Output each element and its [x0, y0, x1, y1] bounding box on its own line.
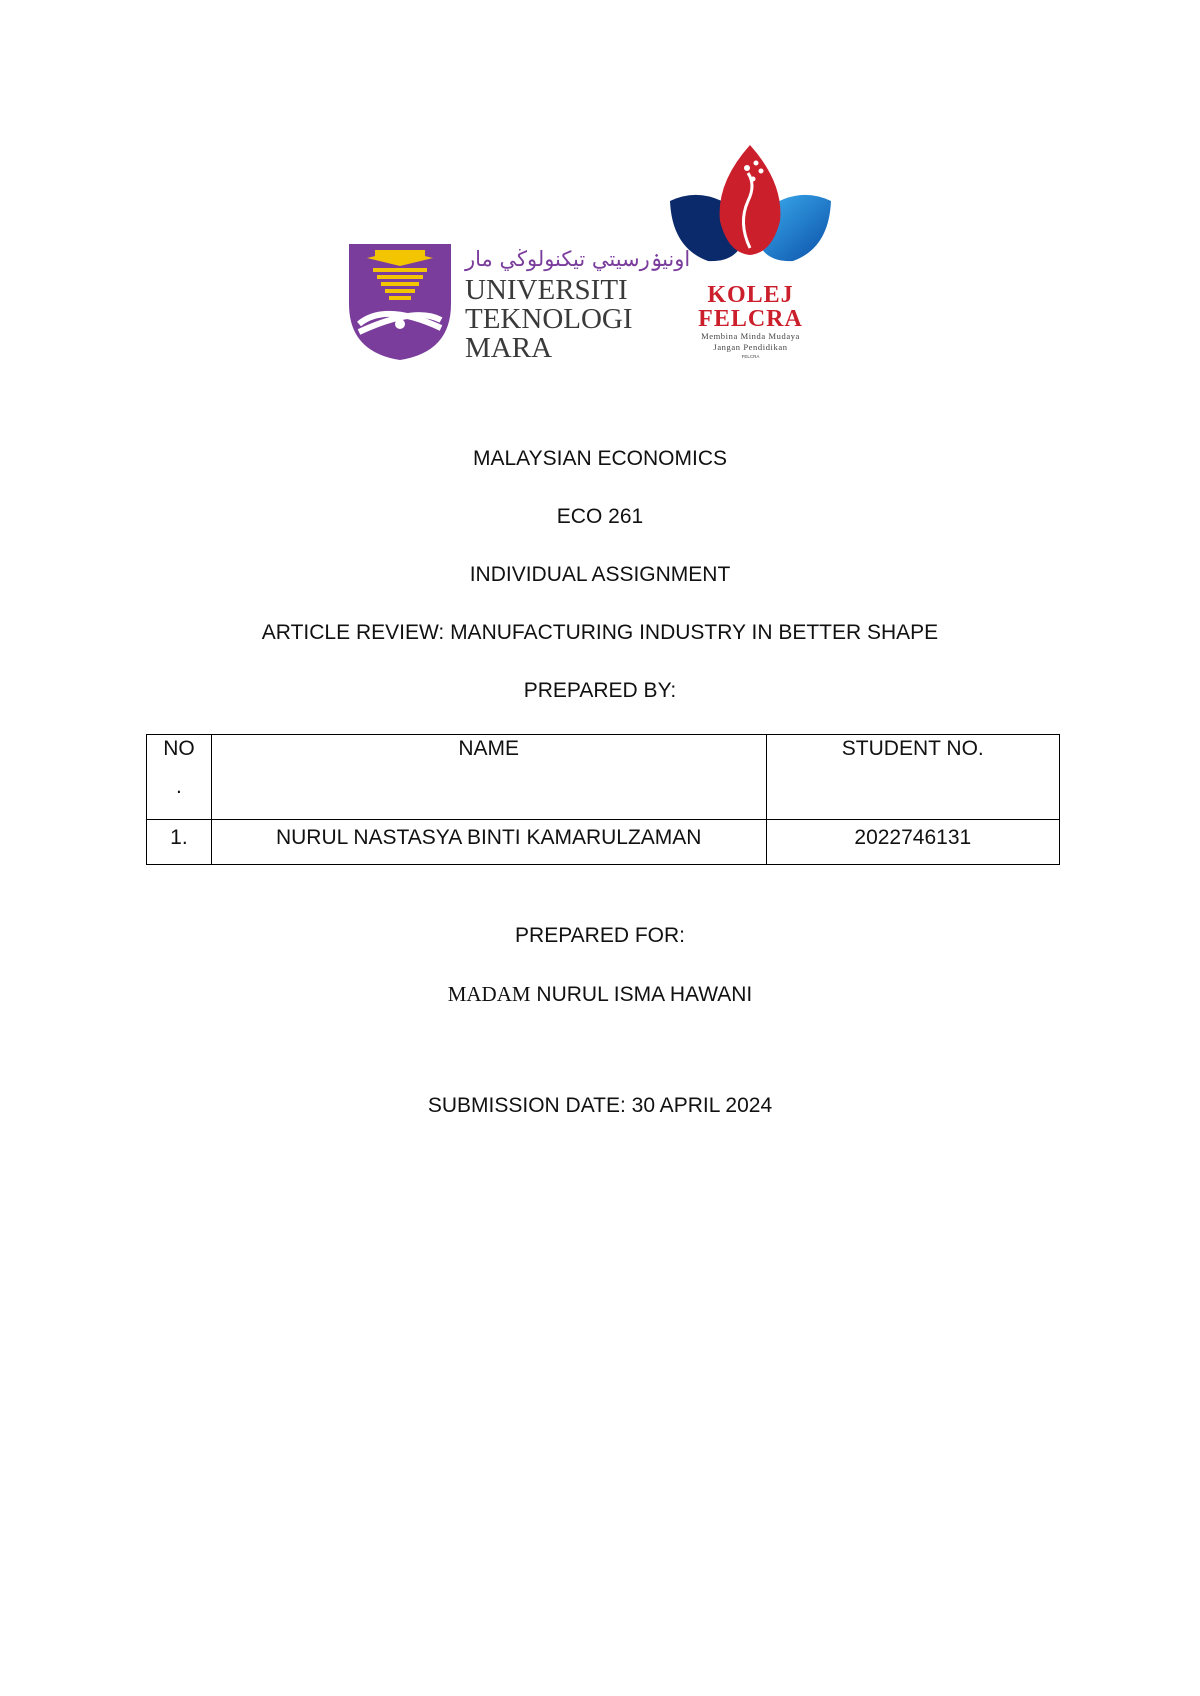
prepared-for-label: PREPARED FOR:	[515, 924, 685, 947]
lecturer-name: NURUL ISMA HAWANI	[536, 983, 753, 1006]
kolej-tagline-1: Membina Minda Mudaya	[701, 331, 800, 341]
course-code: ECO 261	[556, 505, 644, 528]
header-no-line1: NO	[163, 737, 195, 760]
lecturer-line	[0, 981, 1200, 1008]
uitm-logo	[345, 242, 691, 364]
kolej-name-1: KOLEJ	[707, 282, 794, 308]
assignment-type: INDIVIDUAL ASSIGNMENT	[469, 563, 731, 586]
uitm-crest-icon	[345, 242, 455, 362]
row-name: NURUL NASTASYA BINTI KAMARULZAMAN	[211, 820, 766, 865]
kolej-wordmark	[668, 283, 833, 360]
header-student-no: STUDENT NO.	[766, 735, 1059, 820]
article-title: ARTICLE REVIEW: MANUFACTURING INDUSTRY IN BETTER SHAPE	[261, 621, 939, 644]
student-table	[146, 734, 1060, 865]
header-no	[147, 735, 212, 820]
kolej-tiny-text: FELCRA	[741, 354, 760, 359]
table-header-row	[147, 735, 1060, 820]
kolej-name-2: FELCRA	[698, 306, 803, 332]
prepared-by-label: PREPARED BY:	[523, 679, 677, 702]
header-name: NAME	[211, 735, 766, 820]
kolej-tagline-2: Jangan Pendidikan	[713, 342, 788, 352]
kolej-flower-icon	[668, 143, 833, 283]
lecturer-title: MADAM	[447, 982, 531, 1006]
kolej-felcra-logo	[668, 143, 833, 368]
uitm-line-2: TEKNOLOGI	[465, 303, 633, 335]
row-student-no: 2022746131	[766, 820, 1059, 865]
uitm-line-3: MARA	[465, 332, 553, 364]
course-title: MALAYSIAN ECONOMICS	[473, 447, 727, 470]
submission-date: SUBMISSION DATE: 30 APRIL 2024	[427, 1094, 773, 1117]
row-no: 1.	[147, 820, 212, 865]
uitm-wordmark	[465, 242, 691, 364]
table-row	[147, 820, 1060, 865]
header-no-line2: .	[176, 775, 182, 798]
uitm-jawi-text: اونيۏرسيتي تيكنولوڬي مار	[465, 247, 691, 271]
uitm-line-1: UNIVERSITI	[465, 274, 628, 306]
